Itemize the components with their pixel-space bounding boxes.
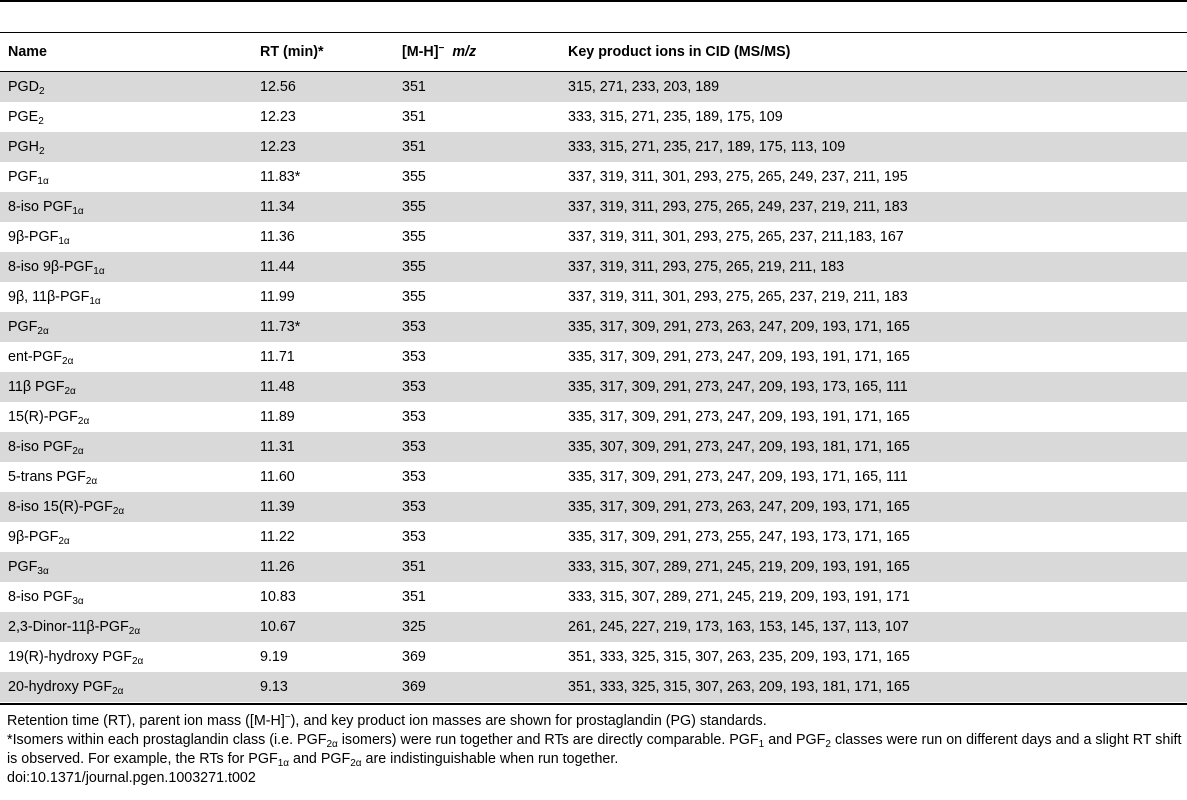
cell-mz: 353	[395, 372, 561, 402]
table-footnotes	[7, 712, 1185, 788]
cell-name: $PGF_{2\alpha}$	[0, 312, 253, 342]
footnote-abbreviations: Retention time (RT), parent ion mass ([M-H]−), and key product ion masses are shown for prostaglandin (PG) standards.	[7, 712, 767, 729]
cell-mz: 351	[395, 102, 561, 132]
table-row	[0, 672, 1187, 702]
cell-mz: 351	[395, 72, 561, 103]
cell-ions: 261, 245, 227, 219, 173, 163, 153, 145, 137, 113, 107	[561, 612, 1187, 642]
cell-name: 8-iso $9\beta-PGF_{1\alpha}$	[0, 252, 253, 282]
cell-rt: 10.67	[253, 612, 395, 642]
table-row	[0, 582, 1187, 612]
cell-mz: 325	[395, 612, 561, 642]
table-row	[0, 342, 1187, 372]
bottom-rule	[0, 703, 1187, 705]
cell-name: 8-iso $PGF_{2\alpha}$	[0, 432, 253, 462]
cell-ions: 337, 319, 311, 293, 275, 265, 219, 211, 183	[561, 252, 1187, 282]
cell-mz: 355	[395, 252, 561, 282]
cell-name: $PGE_2$	[0, 102, 253, 132]
cell-name: 9β, $11\beta-PGF_{1\alpha}$	[0, 282, 253, 312]
cell-ions: 335, 317, 309, 291, 273, 247, 209, 193, 173, 165, 111	[561, 372, 1187, 402]
cell-rt: 11.39	[253, 492, 395, 522]
cell-ions: 335, 317, 309, 291, 273, 263, 247, 209, 193, 171, 165	[561, 312, 1187, 342]
table-row	[0, 132, 1187, 162]
table-row	[0, 312, 1187, 342]
header-name: Name	[0, 33, 253, 72]
cell-mz: 351	[395, 552, 561, 582]
cell-rt: 11.34	[253, 192, 395, 222]
cell-ions: 337, 319, 311, 301, 293, 275, 265, 237, 219, 211, 183	[561, 282, 1187, 312]
header-row	[0, 33, 1187, 72]
cell-ions: 335, 317, 309, 291, 273, 247, 209, 193, 171, 165, 111	[561, 462, 1187, 492]
cell-mz: 353	[395, 462, 561, 492]
cell-name: 8-iso $PGF_{1\alpha}$	[0, 192, 253, 222]
cell-ions: 337, 319, 311, 301, 293, 275, 265, 249, 237, 211, 195	[561, 162, 1187, 192]
cell-ions: 333, 315, 307, 289, 271, 245, 219, 209, 193, 191, 171	[561, 582, 1187, 612]
table-row	[0, 522, 1187, 552]
cell-ions: 337, 319, 311, 293, 275, 265, 249, 237, 219, 211, 183	[561, 192, 1187, 222]
header-rt: RT (min)*	[253, 33, 395, 72]
header-ions: Key product ions in CID (MS/MS)	[561, 33, 1187, 72]
cell-name: 19(R)-hydroxy $PGF_{2\alpha}$	[0, 642, 253, 672]
cell-name: $9\beta-PGF_{2\alpha}$	[0, 522, 253, 552]
cell-rt: 9.19	[253, 642, 395, 672]
table-row	[0, 552, 1187, 582]
cell-name: 20-hydroxy $PGF_{2\alpha}$	[0, 672, 253, 702]
prostaglandin-table	[0, 33, 1187, 702]
cell-name: $PGH_2$	[0, 132, 253, 162]
table-row	[0, 282, 1187, 312]
cell-ions: 315, 271, 233, 203, 189	[561, 72, 1187, 103]
cell-ions: 351, 333, 325, 315, 307, 263, 235, 209, 193, 171, 165	[561, 642, 1187, 672]
cell-ions: 335, 317, 309, 291, 273, 247, 209, 193, 191, 171, 165	[561, 342, 1187, 372]
cell-rt: 11.22	[253, 522, 395, 552]
cell-rt: 11.83*	[253, 162, 395, 192]
cell-rt: 12.23	[253, 132, 395, 162]
cell-mz: 369	[395, 642, 561, 672]
cell-mz: 353	[395, 342, 561, 372]
cell-ions: 335, 307, 309, 291, 273, 247, 209, 193, 181, 171, 165	[561, 432, 1187, 462]
cell-rt: 9.13	[253, 672, 395, 702]
doi-link[interactable]: doi:10.1371/journal.pgen.1003271.t002	[7, 770, 256, 786]
cell-rt: 11.99	[253, 282, 395, 312]
cell-mz: 353	[395, 402, 561, 432]
cell-mz: 351	[395, 132, 561, 162]
cell-ions: 335, 317, 309, 291, 273, 247, 209, 193, 191, 171, 165	[561, 402, 1187, 432]
cell-ions: 335, 317, 309, 291, 273, 255, 247, 193, 173, 171, 165	[561, 522, 1187, 552]
cell-name: $PGF_{1\alpha}$	[0, 162, 253, 192]
cell-rt: 10.83	[253, 582, 395, 612]
cell-name: $2,3-Dinor-11\beta-PGF_{2\alpha}$	[0, 612, 253, 642]
cell-ions: 335, 317, 309, 291, 273, 263, 247, 209, 193, 171, 165	[561, 492, 1187, 522]
cell-name: $PGD_2$	[0, 72, 253, 103]
cell-rt: 11.44	[253, 252, 395, 282]
cell-mz: 353	[395, 432, 561, 462]
cell-rt: 11.26	[253, 552, 395, 582]
cell-mz: 351	[395, 582, 561, 612]
cell-mz: 355	[395, 222, 561, 252]
cell-mz: 355	[395, 192, 561, 222]
cell-rt: 12.56	[253, 72, 395, 103]
cell-mz: 353	[395, 492, 561, 522]
cell-mz: 353	[395, 522, 561, 552]
cell-rt: 12.23	[253, 102, 395, 132]
cell-rt: 11.89	[253, 402, 395, 432]
cell-mz: 353	[395, 312, 561, 342]
cell-mz: 369	[395, 672, 561, 702]
table-row	[0, 252, 1187, 282]
cell-name: $PGF_{3\alpha}$	[0, 552, 253, 582]
cell-rt: 11.31	[253, 432, 395, 462]
table-row	[0, 102, 1187, 132]
cell-rt: 11.73*	[253, 312, 395, 342]
cell-ions: 333, 315, 271, 235, 189, 175, 109	[561, 102, 1187, 132]
table-row	[0, 72, 1187, 103]
cell-name: $9\beta-PGF_{1\alpha}$	[0, 222, 253, 252]
cell-name: 11β $PGF_{2\alpha}$	[0, 372, 253, 402]
cell-ions: 333, 315, 271, 235, 217, 189, 175, 113, 109	[561, 132, 1187, 162]
top-rule	[0, 0, 1187, 2]
table-row	[0, 162, 1187, 192]
table-row	[0, 432, 1187, 462]
cell-mz: 355	[395, 162, 561, 192]
cell-ions: 351, 333, 325, 315, 307, 263, 209, 193, 181, 171, 165	[561, 672, 1187, 702]
footnote-isomers: *Isomers within each prostaglandin class (i.e. $PGF_{2\alpha}$ isomers) were run together and RTs are directly comparable. $PGF_1$ and $PGF_2$ classes were run on different days and a slight RT shift is observed. For example, the RTs for $PGF_{1\alpha}$ and $PGF_{2\alpha}$ are indistinguishable when run together.	[7, 732, 1182, 769]
cell-name: 5-trans $PGF_{2\alpha}$	[0, 462, 253, 492]
cell-rt: 11.36	[253, 222, 395, 252]
cell-name: 8-iso $PGF_{3\alpha}$	[0, 582, 253, 612]
table-row	[0, 192, 1187, 222]
table-row	[0, 612, 1187, 642]
cell-ions: 333, 315, 307, 289, 271, 245, 219, 209, 193, 191, 165	[561, 552, 1187, 582]
table-row	[0, 462, 1187, 492]
cell-rt: 11.71	[253, 342, 395, 372]
cell-name: 8-iso $15(R)-PGF_{2\alpha}$	[0, 492, 253, 522]
header-mass: [M-H]− m/z	[395, 33, 561, 72]
table-row	[0, 222, 1187, 252]
table-row	[0, 402, 1187, 432]
table-row	[0, 642, 1187, 672]
cell-ions: 337, 319, 311, 301, 293, 275, 265, 237, 211,183, 167	[561, 222, 1187, 252]
cell-rt: 11.48	[253, 372, 395, 402]
cell-name: $15(R)-PGF_{2\alpha}$	[0, 402, 253, 432]
cell-rt: 11.60	[253, 462, 395, 492]
table-row	[0, 372, 1187, 402]
cell-name: ent-$PGF_{2\alpha}$	[0, 342, 253, 372]
cell-mz: 355	[395, 282, 561, 312]
table-row	[0, 492, 1187, 522]
